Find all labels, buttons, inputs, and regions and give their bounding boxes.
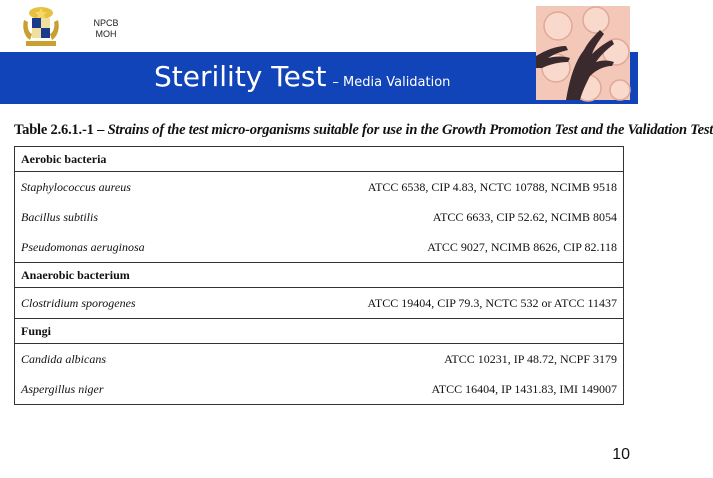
strain-table [14, 146, 624, 405]
strain-references: ATCC 6538, CIP 4.83, NCTC 10788, NCIMB 9518 [223, 172, 624, 203]
table-row [15, 232, 624, 263]
table-caption-text: Strains of the test micro-organisms suitable for use in the Growth Promotion Test and the Validation Test [107, 122, 713, 138]
header-logo-area [8, 4, 128, 52]
organism-name: Pseudomonas aeruginosa [15, 232, 223, 263]
strain-references: ATCC 19404, CIP 79.3, NCTC 532 or ATCC 11437 [223, 288, 624, 319]
table-group-row [15, 263, 624, 288]
organization-line-1: NPCB [93, 18, 119, 28]
strain-references: ATCC 16404, IP 1431.83, IMI 149007 [223, 374, 624, 405]
table-row [15, 344, 624, 375]
table-group-row [15, 147, 624, 172]
strain-references: ATCC 6633, CIP 52.62, NCIMB 8054 [223, 202, 624, 232]
organization-line-2: MOH [95, 29, 117, 39]
coat-of-arms-icon [18, 4, 64, 50]
table-caption [14, 122, 713, 139]
gloved-hands-photo [536, 6, 630, 100]
table-caption-label: Table 2.6.1.-1 – [14, 122, 105, 138]
table-row [15, 288, 624, 319]
group-heading-aerobic: Aerobic bacteria [15, 147, 624, 172]
organism-name: Bacillus subtilis [15, 202, 223, 232]
strain-references: ATCC 9027, NCIMB 8626, CIP 82.118 [223, 232, 624, 263]
table-group-row [15, 319, 624, 344]
organism-name: Candida albicans [15, 344, 223, 375]
table-row [15, 172, 624, 203]
title-main: Sterility Test [154, 60, 327, 93]
organism-name: Aspergillus niger [15, 374, 223, 405]
page-number: 10 [612, 446, 630, 463]
group-heading-anaerobic: Anaerobic bacterium [15, 263, 624, 288]
table-row [15, 202, 624, 232]
organism-name: Clostridium sporogenes [15, 288, 223, 319]
strain-references: ATCC 10231, IP 48.72, NCPF 3179 [223, 344, 624, 375]
slide-title [154, 60, 450, 93]
table-row [15, 374, 624, 405]
group-heading-fungi: Fungi [15, 319, 624, 344]
title-subtitle: – Media Validation [332, 75, 451, 90]
organism-name: Staphylococcus aureus [15, 172, 223, 203]
organization-label [86, 18, 126, 40]
